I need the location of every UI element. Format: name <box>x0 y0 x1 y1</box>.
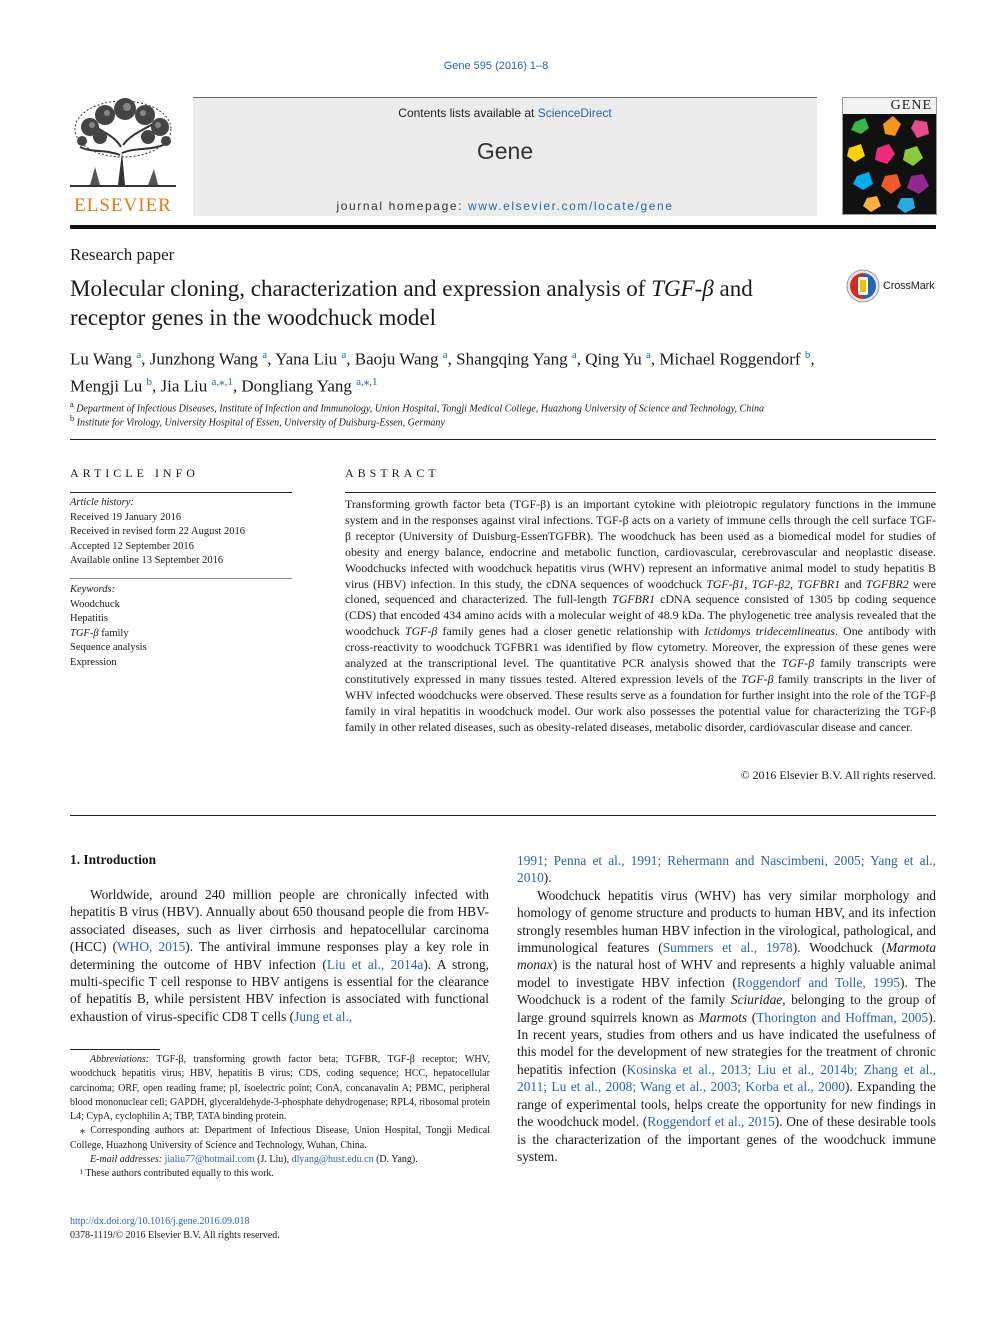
author-affiliation-mark[interactable]: a,⁎,1 <box>356 375 378 388</box>
homepage-prefix: journal homepage: <box>336 199 468 213</box>
doi-link[interactable] <box>70 1216 250 1227</box>
email-link[interactable]: dlyang@hust.edu.cn <box>291 1154 374 1166</box>
author-separator: , <box>152 376 161 396</box>
intro-paragraph-1: Worldwide, around 240 million people are chronically infected with hepatitis B virus (HBV). Annually about 650 thousand people die from HBV-associated diseases, such as liver cirrhosis and hepatocellular carcinoma (HCC) (WHO, 2015). The antiviral immune responses play a key role in determining the outcome of HBV infection (Liu et al., 2014a). A strong, multi-specific T cell response to HBV antigens is essential for the clearance of hepatitis B, while persistent HBV infection is associated with functional exhaustion of virus-specific CD8 T cells (Jung et al., <box>70 887 489 1024</box>
history-online: Available online 13 September 2016 <box>70 555 224 566</box>
affiliation-mark: a <box>70 400 74 409</box>
journal-masthead <box>193 97 817 216</box>
email-link[interactable]: jialiu77@hotmail.com <box>164 1154 255 1166</box>
intro-paragraph-2: Woodchuck hepatitis virus (WHV) has very similar morphology and homology of genome structure and products to human HBV, and its infection strongly resembles human HBV infection in the virological, pathological, and immunological features (Summers et al., 1978). Woodchuck (Marmota monax) is the natural host of WHV and represents a highly valuable animal model to investigate HBV infection (Roggendorf and Tolle, 1995). The Woodchuck is a rodent of the family Sciuridae, belonging to the group of large ground squirrels known as Marmots (Thorington and Hoffman, 2005). In recent years, studies from others and us have indicated the usefulness of this model for the development of new strategies for the treatment of chronic hepatitis infection (Kosinska et al., 2013; Liu et al., 2014b; Zhang et al., 2011; Lu et al., 2008; Wang et al., 2003; Korba et al., 2000). Expanding the range of experimental tools, helps create the opportunity for new findings in the woodchuck model. (Roggendorf et al., 2015). One of these desirable tools is the characterization of the important genes of the woodchuck immune system. <box>517 887 937 1164</box>
author-name[interactable]: Shangqing Yang <box>456 349 568 369</box>
article-info-divider <box>70 492 292 493</box>
doi-url[interactable]: http://dx.doi.org/10.1016/j.gene.2016.09.018 <box>70 1216 250 1227</box>
keywords <box>70 583 292 670</box>
article-type: Research paper <box>70 245 175 264</box>
keywords-divider <box>70 578 292 579</box>
corresponding-text: Corresponding authors at: Department of Infectious Disease, Union Hospital, Tongji Medical College, Huazhong University of Science and Technology, Wuhan, China. <box>70 1125 490 1151</box>
affiliation-text: Department of Infectious Diseases, Institute of Infection and Immunology, Union Hospital, Tongji Medical College, Huazhong University of Science and Technology, China <box>76 403 764 415</box>
author-separator: , <box>232 376 242 396</box>
keyword-item: Expression <box>70 656 117 668</box>
keyword-item: Sequence analysis <box>70 642 147 653</box>
author-affiliation-mark[interactable]: a <box>341 349 347 361</box>
author-affiliation-mark[interactable]: b <box>804 349 811 361</box>
author-affiliation-mark[interactable]: a <box>136 349 142 361</box>
citation-link[interactable]: 1991; Penna et al., 1991; Rehermann and Nascimbeni, 2005; Yang et al., 2010 <box>517 853 936 886</box>
keywords-label: Keywords: <box>70 584 116 595</box>
elsevier-logo <box>70 97 176 215</box>
abstract-body: Transforming growth factor beta (TGF-β) is an important cytokine with pleiotropic regulatory functions in the immune system and in the responses against viral infections. TGF-β acts on a variety of immune cells through the cell surface TGF-β receptor (University of Duisburg-EssenTGFBR). The woodchuck has been used as a biomedical model for studies of obesity and energy balance, endocrine and metabolic function, cardiovascular, cerebrovascular and neoplastic disease. Woodchucks infected with woodchuck hepatitis virus (WHV) represent an informative animal model to study hepatitis B virus (HBV) infection. In this study, the cDNA sequences of woodchuck TGF-β1, TGF-β2, TGFBR1 and TGFBR2 were cloned, sequenced and characterized. The full-length TGFBR1 cDNA sequence consisted of 1305 bp coding sequence (CDS) that encoded 434 amino acids with a molecular weight of 48.9 kDa. The phylogenetic tree analysis revealed that the woodchuck TGF-β family genes had a closer genetic relationship with Ictidomys tridecemlineatus. One antibody with cross-reactivity to woodchuck TGFBR1 was identified by flow cytometry. Moreover, the expression of these genes were analyzed at the transcriptional level. The quantitative PCR analysis showed that the TGF-β family transcripts were constitutively expressed in many tissues tested. Altered expression levels of the TGF-β family transcripts in the liver of WHV infected woodchucks were observed. These results serve as a foundation for further insight into the role of the TGF-β family in viral hepatitis in woodchuck model. Our work also possesses the potential value for characterizing the TGF-β family in other related diseases, such as obesity-related diseases, metabolic disorder, cardiovascular disease and cancer. <box>345 497 936 734</box>
abstract-divider <box>345 492 936 493</box>
author-name[interactable]: Dongliang Yang <box>241 376 352 396</box>
email-label: E-mail addresses: <box>90 1154 163 1166</box>
publisher-logo-text: ELSEVIER <box>74 195 172 216</box>
author-affiliation-mark[interactable]: a <box>646 349 651 361</box>
author-affiliation-mark[interactable]: a,⁎,1 <box>211 375 233 388</box>
journal-name: Gene <box>476 138 534 164</box>
crossmark-badge[interactable] <box>846 268 938 308</box>
equal-contribution-text: These authors contributed equally to this work. <box>85 1168 274 1180</box>
article-history <box>70 496 292 569</box>
history-revised: Received in revised form 22 August 2016 <box>70 526 245 537</box>
cover-title: GENE <box>843 98 936 114</box>
keyword-item: TGF-β family <box>70 627 129 639</box>
author-separator: , <box>346 349 355 369</box>
abstract-copyright: © 2016 Elsevier B.V. All rights reserved. <box>740 768 936 782</box>
citation-link[interactable]: Roggendorf and Tolle, 1995 <box>736 974 901 990</box>
header-divider <box>70 225 936 229</box>
keyword-item: Woodchuck <box>70 598 120 610</box>
author-affiliation-mark[interactable]: a <box>262 349 268 361</box>
elsevier-tree-icon <box>70 97 176 189</box>
citation-link[interactable]: Jung et al., <box>294 1008 353 1024</box>
keyword-item: Hepatitis <box>70 613 108 624</box>
journal-citation[interactable]: Gene 595 (2016) 1–8 <box>443 60 549 72</box>
affiliation-mark: b <box>70 414 75 423</box>
citation-link[interactable]: Roggendorf et al., 2015 <box>647 1114 775 1130</box>
author-separator: , <box>267 349 276 369</box>
history-label: Article history: <box>70 497 134 508</box>
abbreviations-label: Abbreviations: <box>90 1054 150 1065</box>
affiliation-text: Institute for Virology, University Hospital of Essen, University of Duisburg-Essen, Germany <box>76 417 445 429</box>
sciencedirect-link[interactable]: ScienceDirect <box>537 106 612 120</box>
equal-contribution-footnote: ¹ These authors contributed equally to this work. <box>80 1168 274 1180</box>
footnotes <box>70 1053 490 1182</box>
author-name[interactable]: Junzhong Wang <box>149 349 259 369</box>
citation-link[interactable]: Liu et al., 2014a <box>326 956 424 972</box>
article-title <box>70 274 820 332</box>
author-affiliation-mark[interactable]: a <box>442 349 448 361</box>
citation-link[interactable]: Kosinska et al., 2013; Liu et al., 2014b; Zhang et al., 2011; Lu et al., 2008; Wang et al., 2003; Korba et al., 2000 <box>517 1061 937 1095</box>
affiliation-divider <box>70 439 936 440</box>
citation-link[interactable]: WHO, 2015 <box>117 939 186 955</box>
email-owner: (D. Yang). <box>373 1154 418 1166</box>
title-part-2: and receptor genes in the woodchuck model <box>70 276 753 330</box>
author-separator: , <box>141 349 150 369</box>
homepage-link[interactable]: www.elsevier.com/locate/gene <box>468 199 674 213</box>
author-list <box>70 344 936 397</box>
author-separator: , <box>650 349 660 369</box>
citation-link[interactable]: Thorington and Hoffman, 2005 <box>756 1009 929 1025</box>
section-heading-introduction: 1. Introduction <box>70 852 157 867</box>
crossmark-label: CrossMark <box>883 280 935 292</box>
body-divider <box>70 815 936 816</box>
crossmark-icon <box>846 268 880 304</box>
author-affiliation-mark[interactable]: b <box>146 375 152 388</box>
contents-prefix: Contents lists available at <box>398 106 538 120</box>
intro-right-column <box>517 852 936 1165</box>
author-name[interactable]: Yana Liu <box>275 349 338 369</box>
email-owner: (J. Liu), <box>254 1154 292 1166</box>
email-footnote <box>70 1153 490 1167</box>
affiliation-b <box>70 414 936 428</box>
author-separator: , <box>576 349 586 369</box>
contents-lists-line <box>193 106 817 120</box>
footnote-divider <box>70 1049 160 1050</box>
author-name[interactable]: Jia Liu <box>160 376 208 396</box>
citation-link[interactable]: Summers et al., 1978 <box>662 940 793 956</box>
abbreviations-footnote: Abbreviations: TGF-β, transforming growth factor beta; TGFBR, TGF-β receptor; WHV, woodchuck hepatitis virus; HBV, hepatitis B virus; CDS, coding sequence; HCC, hepatocellular carcinoma; ORF, open reading frame; pI, isoelectric point; ConA, concanavalin A; PBMC, peripheral blood mononuclear cell; GAPDH, glyceraldehyde-3-phosphate dehydrogenase; RPL4, ribosomal protein L4; CypA, cyclophilin A; TBP, TATA binding protein. <box>70 1054 490 1123</box>
affiliation-a <box>70 400 936 414</box>
author-name[interactable]: Mengji Lu <box>70 376 143 396</box>
history-received: Received 19 January 2016 <box>70 511 182 523</box>
title-italic-gene: TGF-β <box>651 276 714 301</box>
author-separator: , <box>810 349 815 369</box>
author-name[interactable]: Baoju Wang <box>354 349 439 369</box>
author-separator: , <box>447 349 457 369</box>
history-accepted: Accepted 12 September 2016 <box>70 540 194 552</box>
author-name[interactable]: Michael Roggendorf <box>659 349 801 369</box>
author-name[interactable]: Lu Wang <box>70 349 133 369</box>
abstract-heading: ABSTRACT <box>345 466 440 480</box>
cover-art-icon <box>843 114 936 214</box>
journal-cover[interactable] <box>842 97 937 215</box>
intro-paragraph-1-cont: 1991; Penna et al., 1991; Rehermann and Nascimbeni, 2005; Yang et al., 2010). <box>517 853 936 886</box>
issn-line: 0378-1119/© 2016 Elsevier B.V. All rights reserved. <box>70 1230 280 1241</box>
journal-homepage <box>193 199 817 213</box>
author-affiliation-mark[interactable]: a <box>571 349 577 361</box>
author-name[interactable]: Qing Yu <box>585 349 642 369</box>
title-part-1: Molecular cloning, characterization and expression analysis of <box>70 276 652 301</box>
article-info-heading: ARTICLE INFO <box>70 466 199 480</box>
corresponding-footnote: ⁎ Corresponding authors at: Department of Infectious Disease, Union Hospital, Tongji Medical College, Huazhong University of Science and Technology, Wuhan, China. <box>70 1125 490 1151</box>
